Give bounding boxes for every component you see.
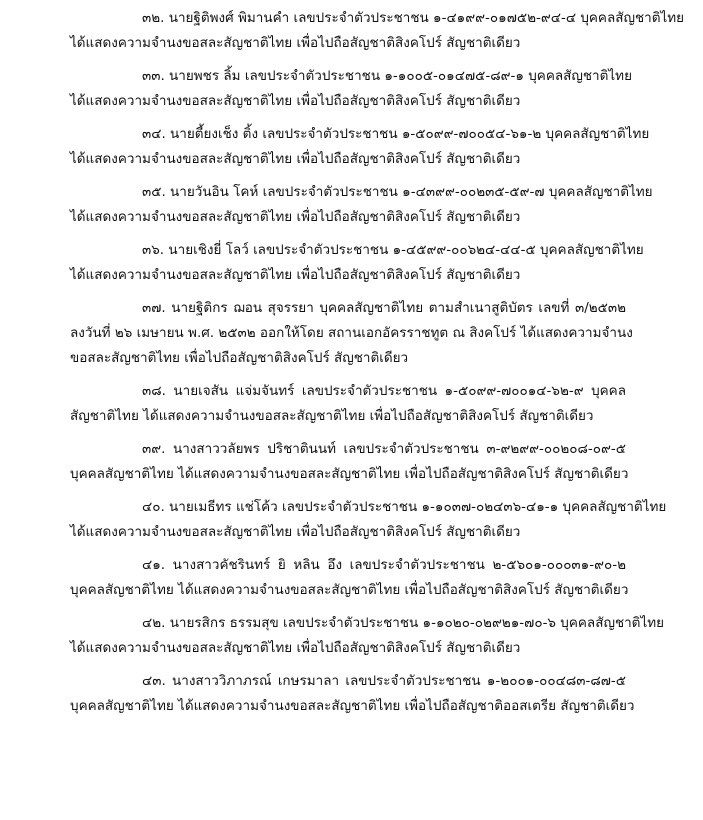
entry-line: ๔๓. นางสาววิภาภรณ์ เกษรมาลา เลขประจำตัวประชาชน ๑-๒๐๐๑-๐๐๔๘๓-๘๗-๕ — [142, 673, 626, 689]
entry-line: ๓๔. นายตี้ยงเช็ง ติ้ง เลขประจำตัวประชาชน ๑-๕๐๙๙-๗๐๐๕๔-๖๑-๒ บุคคลสัญชาติไทย — [142, 126, 650, 142]
entry-line: บุคคลสัญชาติไทย ได้แสดงความจำนงขอสละสัญชาติไทย เพื่อไปถือสัญชาติสิงคโปร์ สัญชาติเดียว — [70, 466, 629, 482]
list-item — [70, 437, 629, 487]
list-item — [70, 296, 633, 371]
entry-line: ได้แสดงความจำนงขอสละสัญชาติไทย เพื่อไปถือสัญชาติสิงคโปร์ สัญชาติเดียว — [70, 209, 521, 225]
entry-line: ๔๑. นางสาวคัชรินทร์ ยิ หลิน อึง เลขประจำตัวประชาชน ๒-๕๖๐๑-๐๐๐๓๑-๙๐-๒ — [142, 557, 626, 573]
list-item — [70, 669, 635, 719]
entry-line: ได้แสดงความจำนงขอสละสัญชาติไทย เพื่อไปถือสัญชาติสิงคโปร์ สัญชาติเดียว — [70, 267, 521, 283]
list-item — [70, 611, 665, 661]
list-item — [70, 6, 685, 56]
list-item — [70, 238, 644, 288]
entry-line: บุคคลสัญชาติไทย ได้แสดงความจำนงขอสละสัญชาติไทย เพื่อไปถือสัญชาติสิงคโปร์ สัญชาติเดียว — [70, 582, 629, 598]
entry-line: ได้แสดงความจำนงขอสละสัญชาติไทย เพื่อไปถือสัญชาติสิงคโปร์ สัญชาติเดียว — [70, 35, 521, 51]
entry-line: ๓๖. นายเชิงยี่ โลว์ เลขประจำตัวประชาชน ๑-๔๕๙๙-๐๐๖๒๔-๔๔-๕ บุคคลสัญชาติไทย — [142, 242, 644, 258]
list-item — [70, 64, 632, 114]
entry-line: ได้แสดงความจำนงขอสละสัญชาติไทย เพื่อไปถือสัญชาติสิงคโปร์ สัญชาติเดียว — [70, 640, 521, 656]
entry-line: ๓๗. นายฐิติกร ฌอน สุจรรยา บุคคลสัญชาติไทย ตามสำเนาสูติบัตร เลขที่ ๓/๒๕๓๒ — [142, 300, 626, 316]
list-item — [70, 495, 667, 545]
entry-line: สัญชาติไทย ได้แสดงความจำนงขอสละสัญชาติไทย เพื่อไปถือสัญชาติสิงคโปร์ สัญชาติเดียว — [70, 408, 594, 424]
entry-line: ๓๒. นายฐิติพงศ์ พิมานคำ เลขประจำตัวประชาชน ๑-๔๑๙๙-๐๑๗๕๒-๙๔-๔ บุคคลสัญชาติไทย — [142, 10, 685, 26]
entry-line: ได้แสดงความจำนงขอสละสัญชาติไทย เพื่อไปถือสัญชาติสิงคโปร์ สัญชาติเดียว — [70, 93, 521, 109]
entry-line: ๔๒. นายรสิกร ธรรมสุข เลขประจำตัวประชาชน ๑-๑๐๒๐-๐๒๙๒๑-๗๐-๖ บุคคลสัญชาติไทย — [142, 615, 665, 631]
entry-line: ๓๕. นายวันอิน โคห์ เลขประจำตัวประชาชน ๑-๔๓๙๙-๐๐๒๓๕-๕๙-๗ บุคคลสัญชาติไทย — [142, 184, 653, 200]
list-item — [70, 553, 629, 603]
entry-line: ลงวันที่ ๒๖ เมษายน พ.ศ. ๒๕๓๒ ออกให้โดย สถานเอกอัครราชทูต ณ สิงคโปร์ ได้แสดงความจำนง — [70, 325, 633, 341]
entry-line: ขอสละสัญชาติไทย เพื่อไปถือสัญชาติสิงคโปร์ สัญชาติเดียว — [70, 350, 409, 366]
list-item — [70, 180, 653, 230]
entry-line: ๓๙. นางสาววลัยพร ปริชาตินนท์ เลขประจำตัวประชาชน ๓-๙๒๙๙-๐๐๒๐๘-๐๙-๕ — [142, 441, 626, 457]
entry-line: ๓๘. นายเจสัน แจ่มจันทร์ เลขประจำตัวประชาชน ๑-๕๐๙๙-๗๐๐๑๔-๖๒-๙ บุคคล — [142, 383, 626, 399]
entry-line: ได้แสดงความจำนงขอสละสัญชาติไทย เพื่อไปถือสัญชาติสิงคโปร์ สัญชาติเดียว — [70, 151, 521, 167]
list-item — [70, 379, 626, 429]
list-item — [70, 122, 650, 172]
entry-line: ๔๐. นายเมธีทร แช่โค้ว เลขประจำตัวประชาชน ๑-๑๐๓๗-๐๒๔๓๖-๔๑-๑ บุคคลสัญชาติไทย — [142, 499, 667, 515]
entry-line: ๓๓. นายพชร ลิ้ม เลขประจำตัวประชาชน ๑-๑๐๐๕-๐๑๔๗๕-๘๙-๑ บุคคลสัญชาติไทย — [142, 68, 632, 84]
entry-line: ได้แสดงความจำนงขอสละสัญชาติไทย เพื่อไปถือสัญชาติสิงคโปร์ สัญชาติเดียว — [70, 524, 521, 540]
entry-line: บุคคลสัญชาติไทย ได้แสดงความจำนงขอสละสัญชาติไทย เพื่อไปถือสัญชาติออสเตรีย สัญชาติเดียว — [70, 698, 635, 714]
entry-list — [70, 6, 685, 727]
